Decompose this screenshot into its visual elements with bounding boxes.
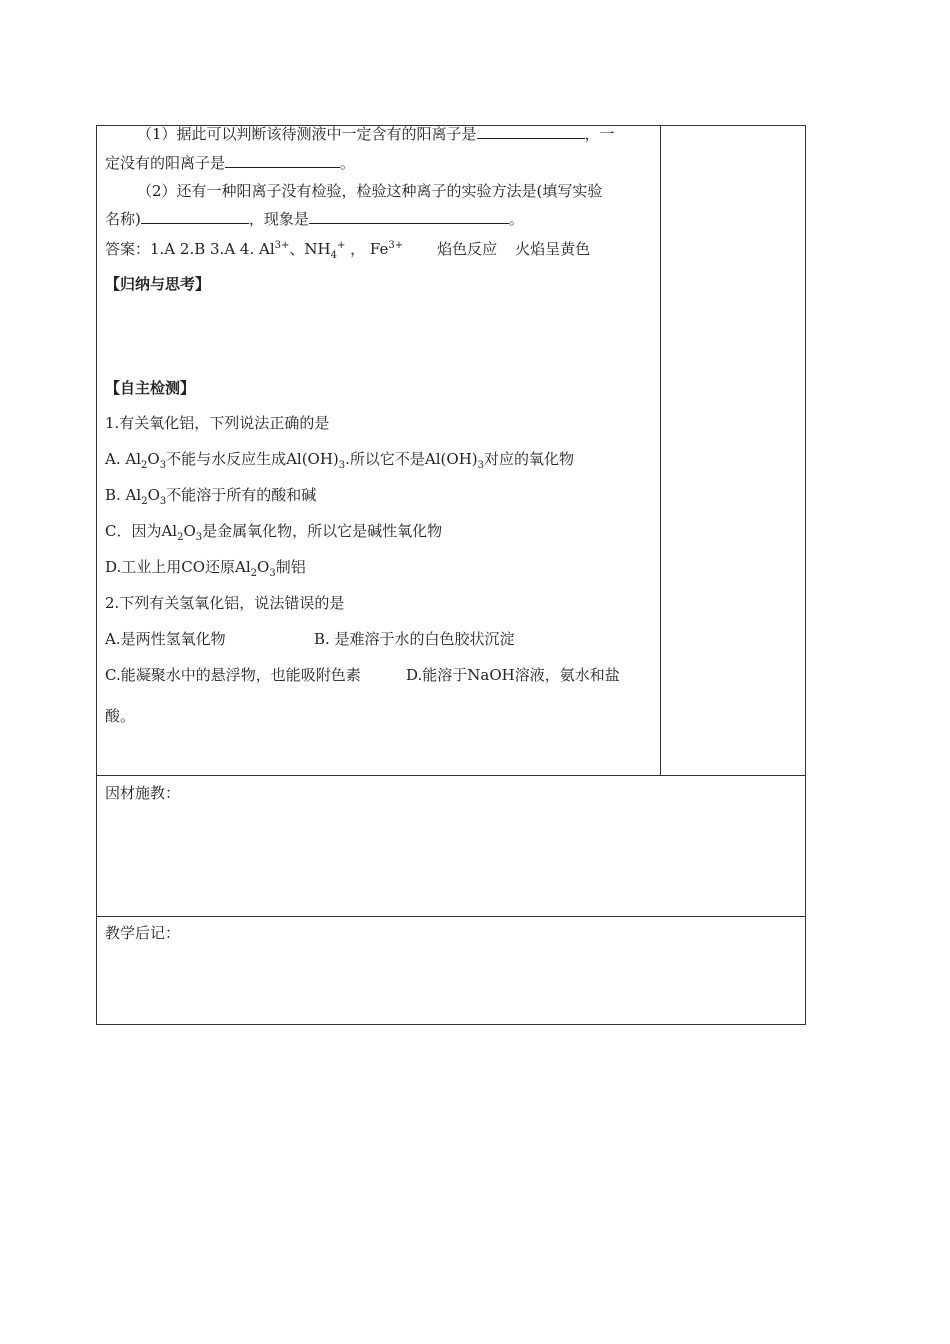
row-divider-adapt bbox=[96, 775, 806, 776]
row-divider-notes bbox=[96, 916, 806, 917]
selfcheck-q2-option-c: C.能凝聚水中的悬浮物，也能吸附色素 bbox=[105, 666, 361, 684]
teaching-notes-label: 教学后记： bbox=[105, 924, 181, 942]
question-1-line1: （1）据此可以判断该待测液中一定含有的阳离子是 ，一 bbox=[137, 125, 615, 143]
selfcheck-q2-option-b: B. 是难溶于水的白色胶状沉淀 bbox=[314, 630, 515, 648]
selfcheck-q1-stem: 1.有关氧化铝，下列说法正确的是 bbox=[105, 414, 330, 432]
question-2-line2: 名称) ，现象是 。 bbox=[105, 210, 524, 228]
selfcheck-q2-option-d-cont: 酸。 bbox=[105, 707, 136, 725]
selfcheck-q2-stem: 2.下列有关氢氧化铝，说法错误的是 bbox=[105, 594, 345, 612]
selfcheck-q2-option-a: A.是两性氢氧化物 bbox=[105, 630, 226, 648]
answer-line: 答案：1.A 2.B 3.A 4. $Al^{3+}$、$NH_4^+$ ， $Fe^{3+}$ 焰色反应 火焰呈黄色 bbox=[105, 240, 591, 261]
selfcheck-q1-option-a: A. $Al_2O_3$不能与水反应生成$Al(OH)_3$.所以它不是$Al(OH)_3$对应的氧化物 bbox=[105, 450, 575, 471]
selfcheck-heading: 【自主检测】 bbox=[105, 379, 196, 397]
selfcheck-q1-option-d: D.工业上用CO还原$Al_2O_3$制铝 bbox=[105, 558, 306, 579]
selfcheck-q1-option-b: B. $Al_2O_3$不能溶于所有的酸和碱 bbox=[105, 486, 317, 507]
answer-blank[interactable] bbox=[225, 152, 340, 168]
answer-blank[interactable] bbox=[141, 208, 249, 224]
question-1-line2: 定没有的阳离子是 。 bbox=[105, 154, 356, 172]
summary-heading: 【归纳与思考】 bbox=[105, 275, 211, 293]
selfcheck-q1-option-c: C．因为$Al_2O_3$是金属氧化物，所以它是碱性氧化物 bbox=[105, 522, 443, 543]
answer-blank[interactable] bbox=[309, 208, 509, 224]
selfcheck-q2-option-d: D.能溶于NaOH溶液，氨水和盐 bbox=[406, 666, 620, 684]
question-2-line1: （2）还有一种阳离子没有检验，检验这种离子的实验方法是(填写实验 bbox=[137, 182, 603, 200]
adapt-teaching-label: 因材施教： bbox=[105, 784, 181, 802]
column-divider bbox=[660, 125, 661, 776]
answer-blank[interactable] bbox=[477, 123, 585, 139]
